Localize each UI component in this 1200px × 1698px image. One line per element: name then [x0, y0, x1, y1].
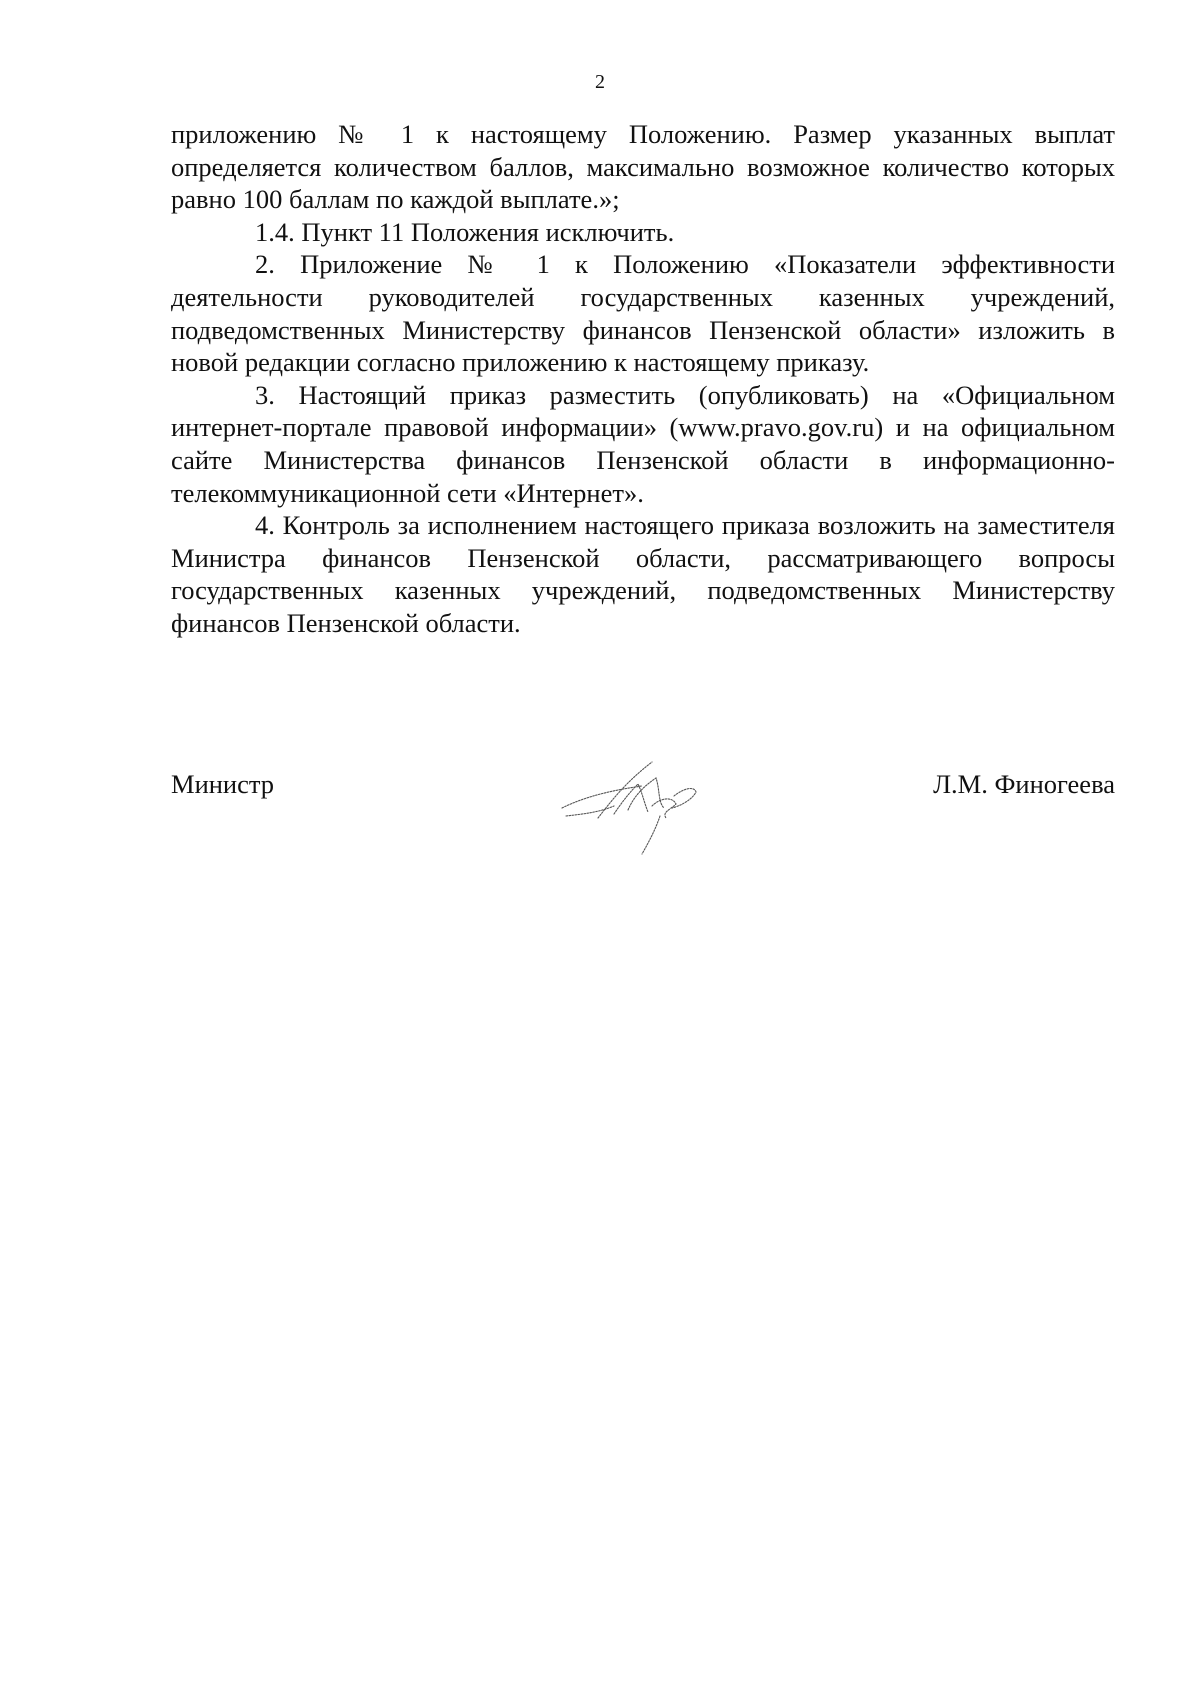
handwritten-signature — [556, 756, 706, 856]
paragraph-item-3: 3. Настоящий приказ разместить (опубликовать) на «Официальном интернет-портале правовой информации» (www.pravo.gov.ru) и на официальном сайте Министерства финансов Пензенской области в информационно-телекоммуникационной сети «Интернет». — [171, 379, 1115, 508]
page-number: 2 — [595, 71, 605, 93]
paragraph-item-2: 2. Приложение № 1 к Положению «Показатели эффективности деятельности руководителей государственных казенных учреждений, подведомственных Министерству финансов Пензенской области» изложить в новой редакции согласно приложению к настоящему приказу. — [171, 249, 1115, 378]
signer-name: Л.М. Финогеева — [933, 769, 1115, 799]
paragraph-item-4: 4. Контроль за исполнением настоящего приказа возложить на заместителя Министра финансов Пензенской области, рассматривающего вопросы государственных казенных учреждений, подведомственных Министерству финансов Пензенской области. — [171, 510, 1115, 638]
signature-block — [171, 760, 1115, 870]
paragraph-item-1-4: 1.4. Пункт 11 Положения исключить. — [255, 216, 675, 247]
paragraph-continuation: приложению № 1 к настоящему Положению. Размер указанных выплат определяется количеством баллов, максимально возможное количество которых равно 100 баллам по каждой выплате.»; — [171, 119, 1115, 215]
document-body — [171, 118, 1115, 640]
position-title: Министр — [171, 769, 275, 799]
